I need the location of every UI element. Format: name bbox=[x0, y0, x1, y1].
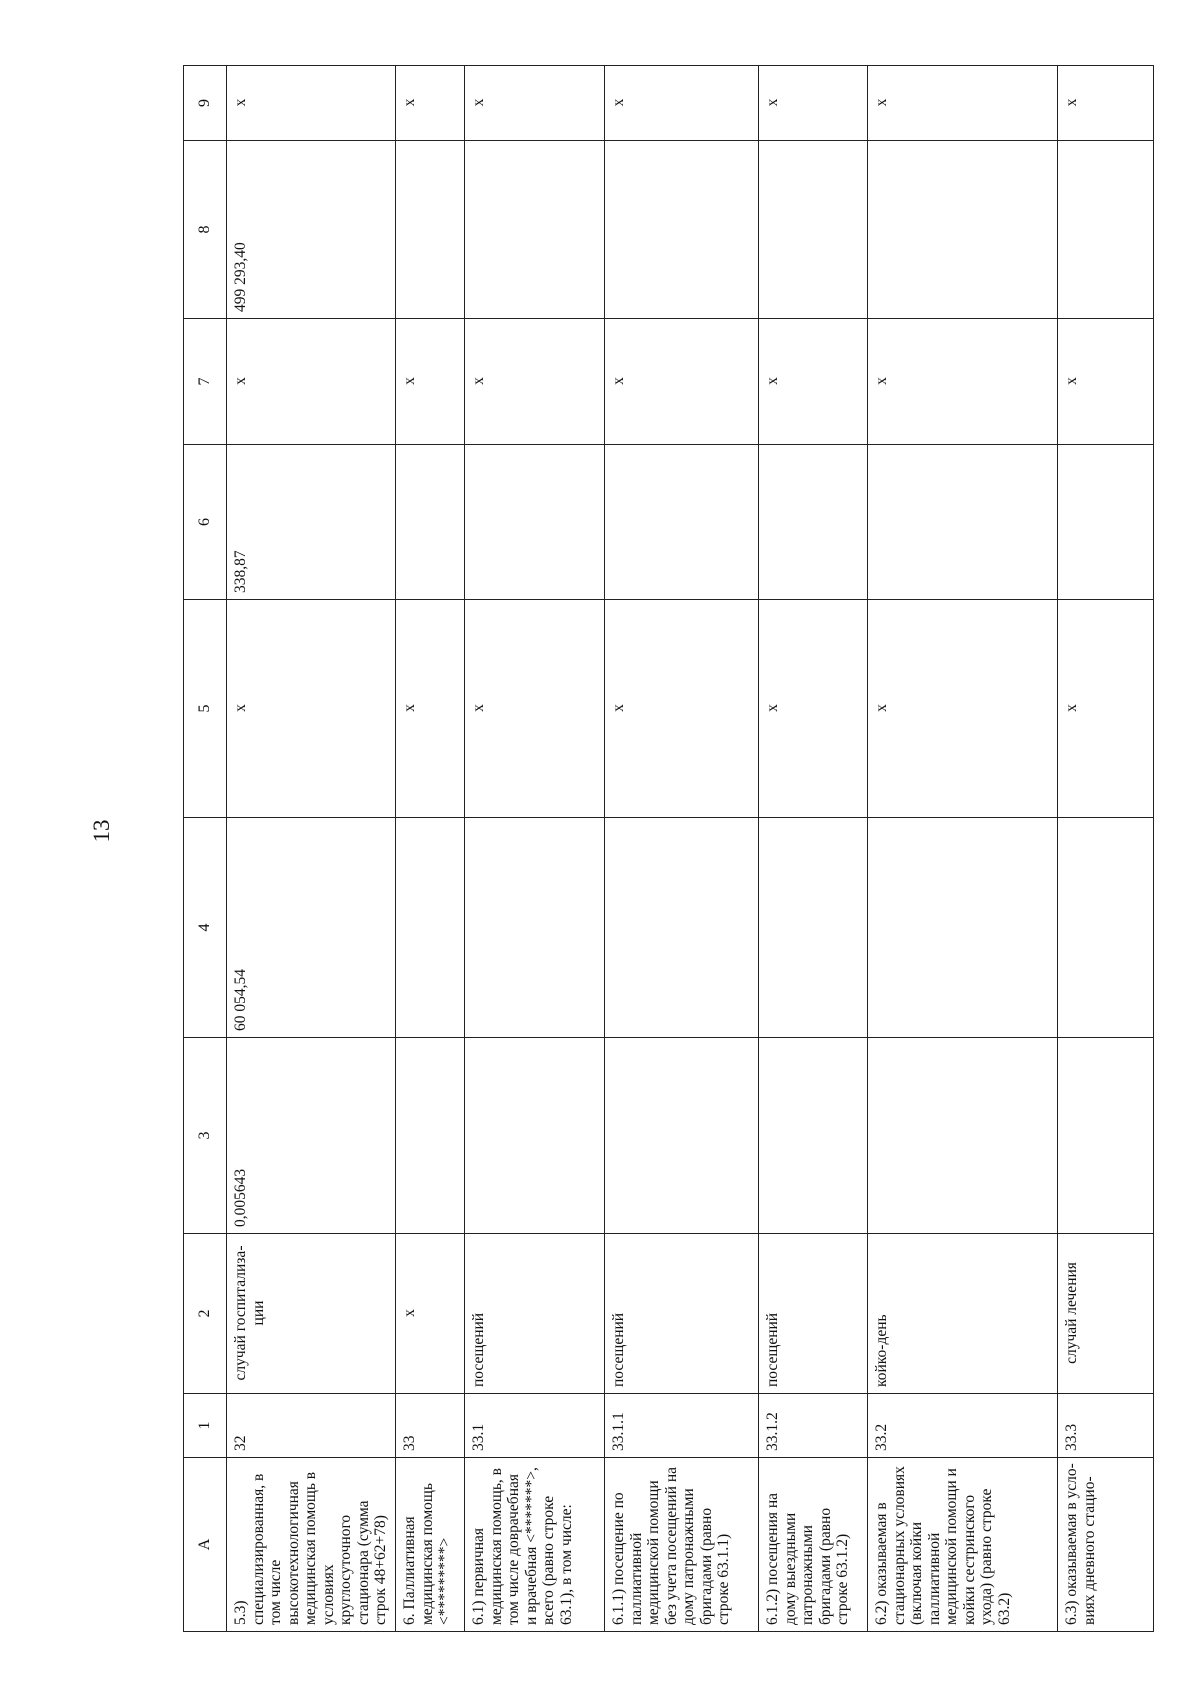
value-cell bbox=[868, 818, 1058, 1038]
row-number: 33.3 bbox=[1058, 1394, 1154, 1458]
x-cell: х bbox=[759, 66, 868, 141]
table-row bbox=[465, 66, 605, 1632]
table-container bbox=[183, 66, 1152, 1632]
value-cell bbox=[605, 141, 759, 319]
x-cell: х bbox=[759, 600, 868, 818]
header-col-2: 2 bbox=[184, 1234, 227, 1394]
unit-cell: случай лечения bbox=[1058, 1234, 1154, 1394]
row-number: 33.1.2 bbox=[759, 1394, 868, 1458]
header-col-6: 6 bbox=[184, 445, 227, 600]
value-cell: 338,87 bbox=[227, 445, 396, 600]
value-cell: 0,005643 bbox=[227, 1038, 396, 1234]
x-cell: х bbox=[227, 600, 396, 818]
value-cell bbox=[868, 445, 1058, 600]
row-label: 6.1.1) посещение по паллиативной медицинской помощи без учета посещений на дому патронажными бригадами (равно строке 63.1.1) bbox=[605, 1458, 759, 1632]
unit-cell: посещений bbox=[605, 1234, 759, 1394]
data-table bbox=[183, 65, 1154, 1632]
row-label: 6.1.2) посещения на дому выездными патронажными бригадами (равно строке 63.1.2) bbox=[759, 1458, 868, 1632]
row-number: 33.2 bbox=[868, 1394, 1058, 1458]
value-cell bbox=[396, 445, 465, 600]
x-cell: х bbox=[465, 319, 605, 445]
value-cell bbox=[1058, 445, 1154, 600]
value-cell bbox=[465, 141, 605, 319]
unit-cell: койко-день bbox=[868, 1234, 1058, 1394]
row-label: 6.3) оказываемая в усло-виях дневного стацио- bbox=[1058, 1458, 1154, 1632]
header-col-1: 1 bbox=[184, 1394, 227, 1458]
x-cell: х bbox=[868, 600, 1058, 818]
row-label: 6.1) первичная медицинская помощь, в том числе доврачебная и врачебная <*******>, всего (равно строке 63.1), в том числе: bbox=[465, 1458, 605, 1632]
header-col-7: 7 bbox=[184, 319, 227, 445]
value-cell bbox=[1058, 818, 1154, 1038]
header-col-5: 5 bbox=[184, 600, 227, 818]
value-cell bbox=[759, 818, 868, 1038]
page-number: 13 bbox=[89, 819, 114, 843]
header-col-4: 4 bbox=[184, 818, 227, 1038]
x-cell: х bbox=[868, 319, 1058, 445]
row-number: 33.1.1 bbox=[605, 1394, 759, 1458]
row-number: 32 bbox=[227, 1394, 396, 1458]
x-cell: х bbox=[465, 600, 605, 818]
x-cell: х bbox=[396, 66, 465, 141]
x-cell: х bbox=[759, 319, 868, 445]
x-cell: х bbox=[605, 66, 759, 141]
unit-cell: посещений bbox=[759, 1234, 868, 1394]
row-number: 33.1 bbox=[465, 1394, 605, 1458]
value-cell bbox=[1058, 141, 1154, 319]
value-cell bbox=[396, 1038, 465, 1234]
table-row bbox=[396, 66, 465, 1632]
header-col-8: 8 bbox=[184, 141, 227, 319]
x-cell: х bbox=[1058, 319, 1154, 445]
table-row bbox=[868, 66, 1058, 1632]
value-cell bbox=[605, 1038, 759, 1234]
x-cell: х bbox=[1058, 600, 1154, 818]
value-cell: 60 054,54 bbox=[227, 818, 396, 1038]
x-cell: х bbox=[465, 66, 605, 141]
row-label: 6. Паллиативная медицинская помощь <*********> bbox=[396, 1458, 465, 1632]
x-cell: х bbox=[396, 319, 465, 445]
value-cell bbox=[759, 445, 868, 600]
header-col-9: 9 bbox=[184, 66, 227, 141]
x-cell: х bbox=[605, 319, 759, 445]
header-row bbox=[184, 66, 227, 1632]
value-cell bbox=[465, 818, 605, 1038]
row-label: 5.3) специализированная, в том числе высокотехнологичная медицинская помощь в условиях круглосуточного стационара (сумма строк 48+62+78) bbox=[227, 1458, 396, 1632]
table-row bbox=[605, 66, 759, 1632]
x-cell: х bbox=[868, 66, 1058, 141]
x-cell: х bbox=[605, 600, 759, 818]
x-cell: х bbox=[1058, 66, 1154, 141]
unit-cell: х bbox=[396, 1234, 465, 1394]
value-cell bbox=[465, 1038, 605, 1234]
value-cell bbox=[605, 818, 759, 1038]
table-row bbox=[227, 66, 396, 1632]
value-cell bbox=[396, 818, 465, 1038]
x-cell: х bbox=[227, 319, 396, 445]
value-cell bbox=[759, 1038, 868, 1234]
x-cell: х bbox=[227, 66, 396, 141]
value-cell bbox=[465, 445, 605, 600]
row-label: 6.2) оказываемая в стационарных условиях (включая койки паллиативной медицинской помощи и койки сестринского ухода) (равно строке 63.2) bbox=[868, 1458, 1058, 1632]
header-col-a: А bbox=[184, 1458, 227, 1632]
value-cell bbox=[605, 445, 759, 600]
unit-cell: случай госпитализа-ции bbox=[227, 1234, 396, 1394]
row-number: 33 bbox=[396, 1394, 465, 1458]
header-col-3: 3 bbox=[184, 1038, 227, 1234]
value-cell: 499 293,40 bbox=[227, 141, 396, 319]
x-cell: х bbox=[396, 600, 465, 818]
value-cell bbox=[759, 141, 868, 319]
value-cell bbox=[1058, 1038, 1154, 1234]
unit-cell: посещений bbox=[465, 1234, 605, 1394]
table-row bbox=[1058, 66, 1154, 1632]
value-cell bbox=[396, 141, 465, 319]
value-cell bbox=[868, 141, 1058, 319]
value-cell bbox=[868, 1038, 1058, 1234]
table-row bbox=[759, 66, 868, 1632]
